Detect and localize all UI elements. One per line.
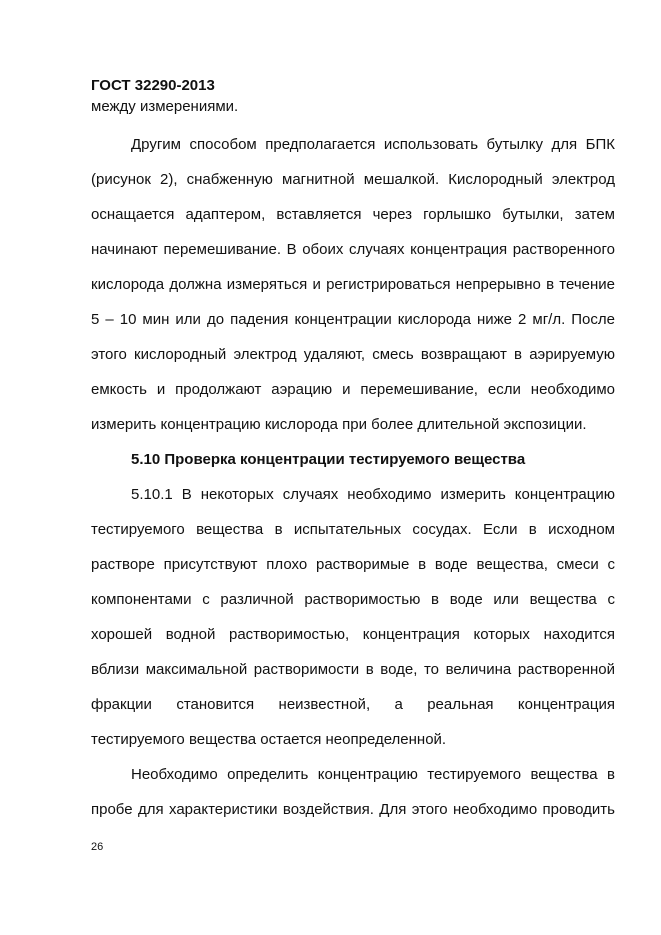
text-line: емкость и продолжают аэрацию и перемешивание, если необходимо xyxy=(91,381,615,398)
paragraph-first-line: Другим способом предполагается использовать бутылку для БПК xyxy=(131,136,615,153)
text-line: компонентами с различной растворимостью в воде или вещества с xyxy=(91,591,615,608)
text-line: тестируемого вещества остается неопределенной. xyxy=(91,731,447,748)
text-line: фракции становится неизвестной, а реальная концентрация xyxy=(91,696,615,713)
text-line: вблизи максимальной растворимости в воде, то величина растворенной xyxy=(91,661,615,678)
document-header: ГОСТ 32290-2013 xyxy=(91,77,215,94)
text-line: оснащается адаптером, вставляется через горлышко бутылки, затем xyxy=(91,206,615,223)
paragraph-first-line: 5.10.1 В некоторых случаях необходимо измерить концентрацию xyxy=(131,486,615,503)
text-line: измерить концентрацию кислорода при более длительной экспозиции. xyxy=(91,416,587,433)
text-line: тестируемого вещества в испытательных сосудах. Если в исходном xyxy=(91,521,615,538)
text-line: начинают перемешивание. В обоих случаях концентрация растворенного xyxy=(91,241,615,258)
page-number: 26 xyxy=(91,841,104,853)
text-line: этого кислородный электрод удаляют, смесь возвращают в аэрируемую xyxy=(91,346,615,363)
text-line: (рисунок 2), снабженную магнитной мешалкой. Кислородный электрод xyxy=(91,171,615,188)
paragraph-first-line: Необходимо определить концентрацию тестируемого вещества в xyxy=(131,766,615,783)
text-line: 5 – 10 мин или до падения концентрации кислорода ниже 2 мг/л. После xyxy=(91,311,615,328)
text-line: кислорода должна измеряться и регистрироваться непрерывно в течение xyxy=(91,276,615,293)
text-line: хорошей водной растворимостью, концентрация которых находится xyxy=(91,626,615,643)
text-line: растворе присутствуют плохо растворимые в воде вещества, смеси с xyxy=(91,556,615,573)
section-heading: 5.10 Проверка концентрации тестируемого вещества xyxy=(131,451,526,468)
text-line: пробе для характеристики воздействия. Для этого необходимо проводить xyxy=(91,801,615,818)
text-line: между измерениями. xyxy=(91,98,239,115)
